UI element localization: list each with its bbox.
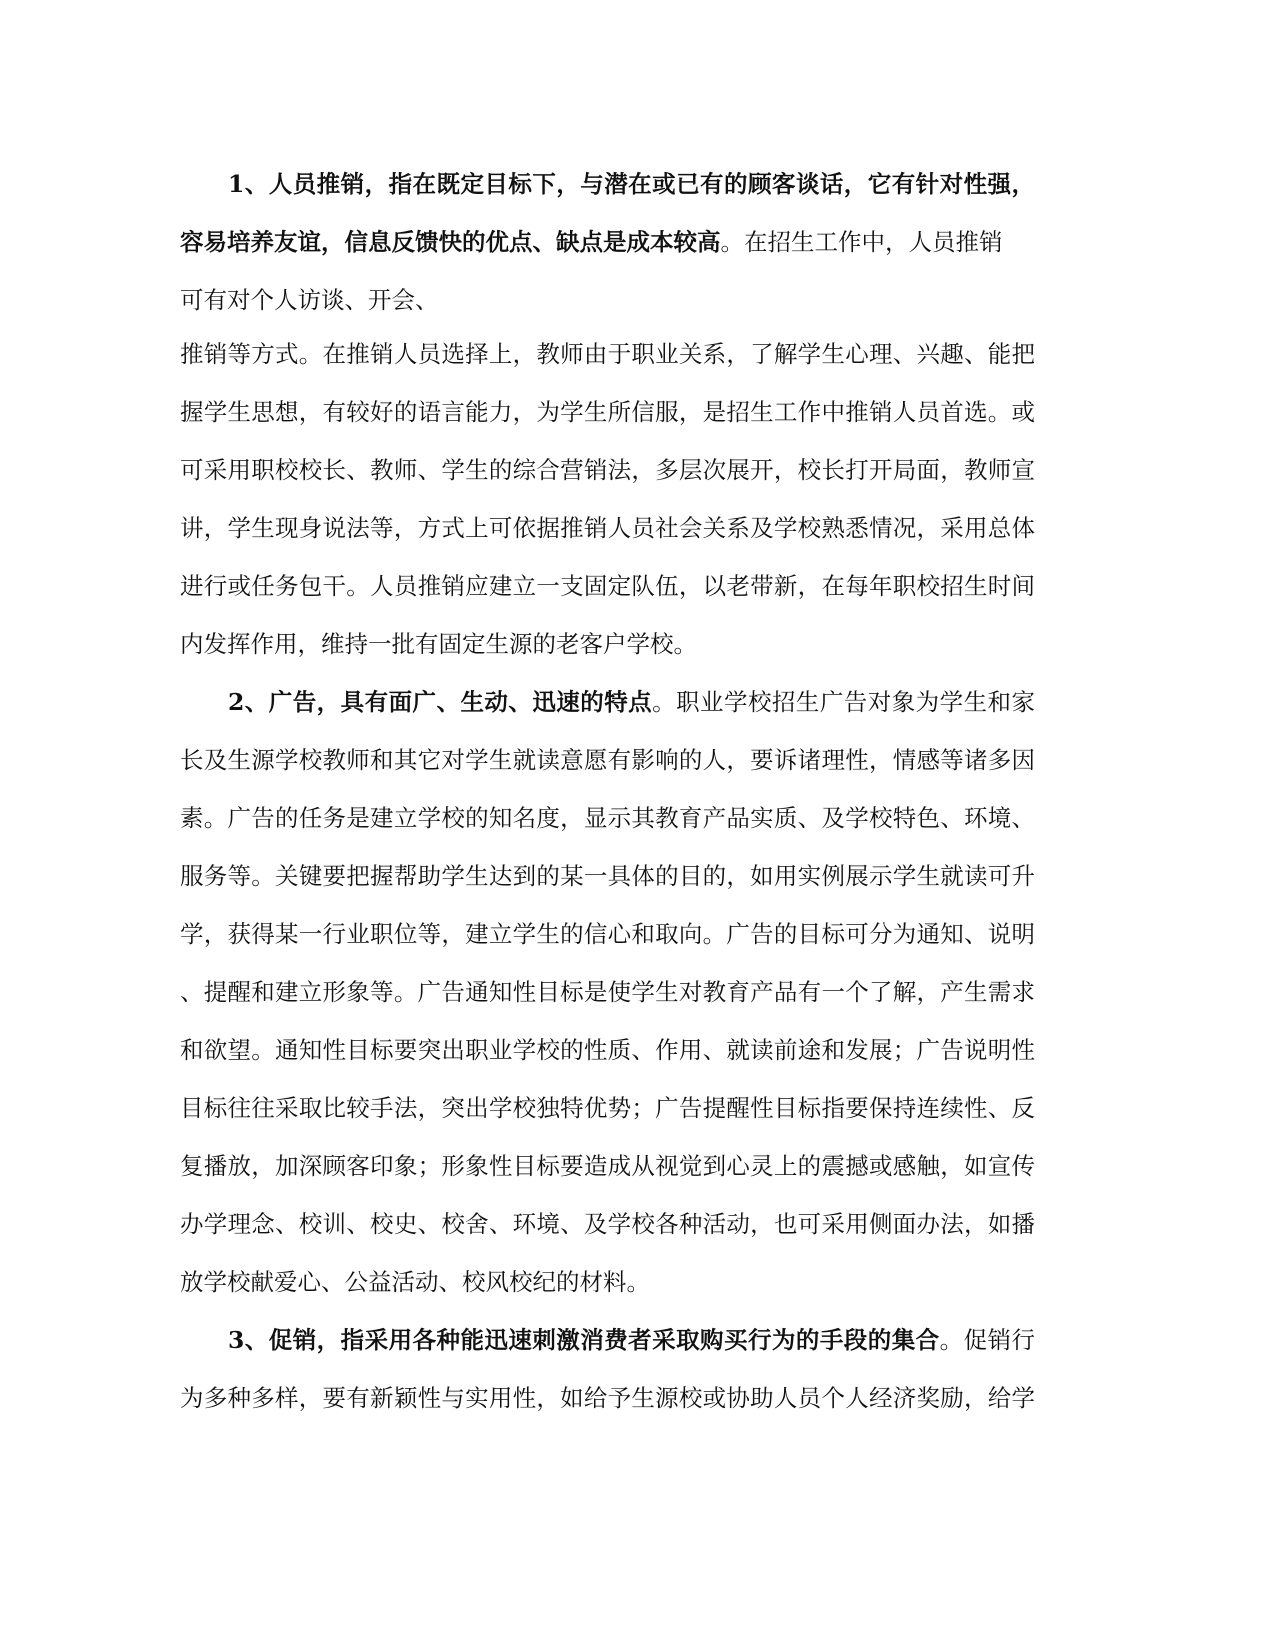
paragraph-1-line-2 [180,226,1003,258]
line-text: 服务等。关键要把握帮助学生达到的某一具体的目的，如用实例展示学生就读可升 [180,862,1035,890]
paragraph-2-line-9 [180,1150,1035,1182]
paragraph-1-line-6 [180,454,1035,486]
paragraph-2-line-8 [180,1092,1035,1124]
paragraph-2-line-3 [180,802,1035,834]
paragraph-1-line-1 [228,168,1035,200]
paragraph-1-line-3 [180,284,439,316]
line-text: 为多种多样，要有新颖性与实用性，如给予生源校或协助人员个人经济奖励，给学 [180,1384,1035,1412]
line-text: 握学生思想，有较好的语言能力，为学生所信服，是招生工作中推销人员首选。或 [180,398,1035,426]
line-text: 长及生源学校教师和其它对学生就读意愿有影响的人，要诉诸理性，情感等诸多因 [180,746,1035,774]
line-text: 进行或任务包干。人员推销应建立一支固定队伍，以老带新，在每年职校招生时间 [180,572,1035,600]
paragraph-2-line-1 [228,686,1035,718]
line-text: 复播放，加深顾客印象；形象性目标要造成从视觉到心灵上的震撼或感触，如宣传 [180,1152,1035,1180]
paragraph-1-line-8 [180,570,1035,602]
line-text: 素。广告的任务是建立学校的知名度，显示其教育产品实质、及学校特色、环境、 [180,804,1035,832]
line-text: 可采用职校校长、教师、学生的综合营销法，多层次展开，校长打开局面，教师宣 [180,456,1035,484]
line-text: 内发挥作用，维持一批有固定生源的老客户学校。 [180,630,697,658]
line-text: 讲，学生现身说法等，方式上可依据推销人员社会关系及学校熟悉情况，采用总体 [180,514,1035,542]
line-text: 。促销行 [939,1326,1036,1354]
paragraph-1-line-9 [180,628,697,660]
paragraph-1-line-4 [180,338,1035,370]
line-text: 。职业学校招生广告对象为学生和家 [652,688,1035,716]
paragraph-1-heading-cont: 容易培养友谊，信息反馈快的优点、缺点是成本较高 [180,228,721,256]
paragraph-3-line-1 [228,1324,1035,1356]
line-text: 。在招生工作中，人员推销 [720,228,1003,256]
paragraph-1-line-7 [180,512,1035,544]
paragraph-3-line-2 [180,1382,1035,1414]
paragraph-2-line-7 [180,1034,1035,1066]
paragraph-1-line-5 [180,396,1035,428]
paragraph-2-line-5 [180,918,1035,950]
paragraph-2-line-2 [180,744,1035,776]
line-text: 、提醒和建立形象等。广告通知性目标是使学生对教育产品有一个了解，产生需求 [180,978,1035,1006]
line-text: 放学校献爱心、公益活动、校风校纪的材料。 [180,1268,650,1296]
paragraph-2-line-11 [180,1266,650,1298]
line-text: 可有对个人访谈、开会、 [180,286,439,314]
line-text: 办学理念、校训、校史、校舍、环境、及学校各种活动，也可采用侧面办法，如播 [180,1210,1035,1238]
paragraph-2-line-6 [180,976,1035,1008]
paragraph-2-line-10 [180,1208,1035,1240]
line-text: 推销等方式。在推销人员选择上，教师由于职业关系，了解学生心理、兴趣、能把 [180,340,1035,368]
paragraph-2-heading: 2、广告，具有面广、生动、迅速的特点 [228,688,653,716]
paragraph-1-heading: 1、人员推销，指在既定目标下，与潜在或已有的顾客谈话，它有针对性强， [228,170,1035,198]
paragraph-3-heading: 3、促销，指采用各种能迅速刺激消费者采取购买行为的手段的集合 [228,1326,940,1354]
line-text: 目标往往采取比较手法，突出学校独特优势；广告提醒性目标指要保持连续性、反 [180,1094,1035,1122]
paragraph-2-line-4 [180,860,1035,892]
line-text: 学，获得某一行业职位等，建立学生的信心和取向。广告的目标可分为通知、说明 [180,920,1035,948]
line-text: 和欲望。通知性目标要突出职业学校的性质、作用、就读前途和发展；广告说明性 [180,1036,1035,1064]
